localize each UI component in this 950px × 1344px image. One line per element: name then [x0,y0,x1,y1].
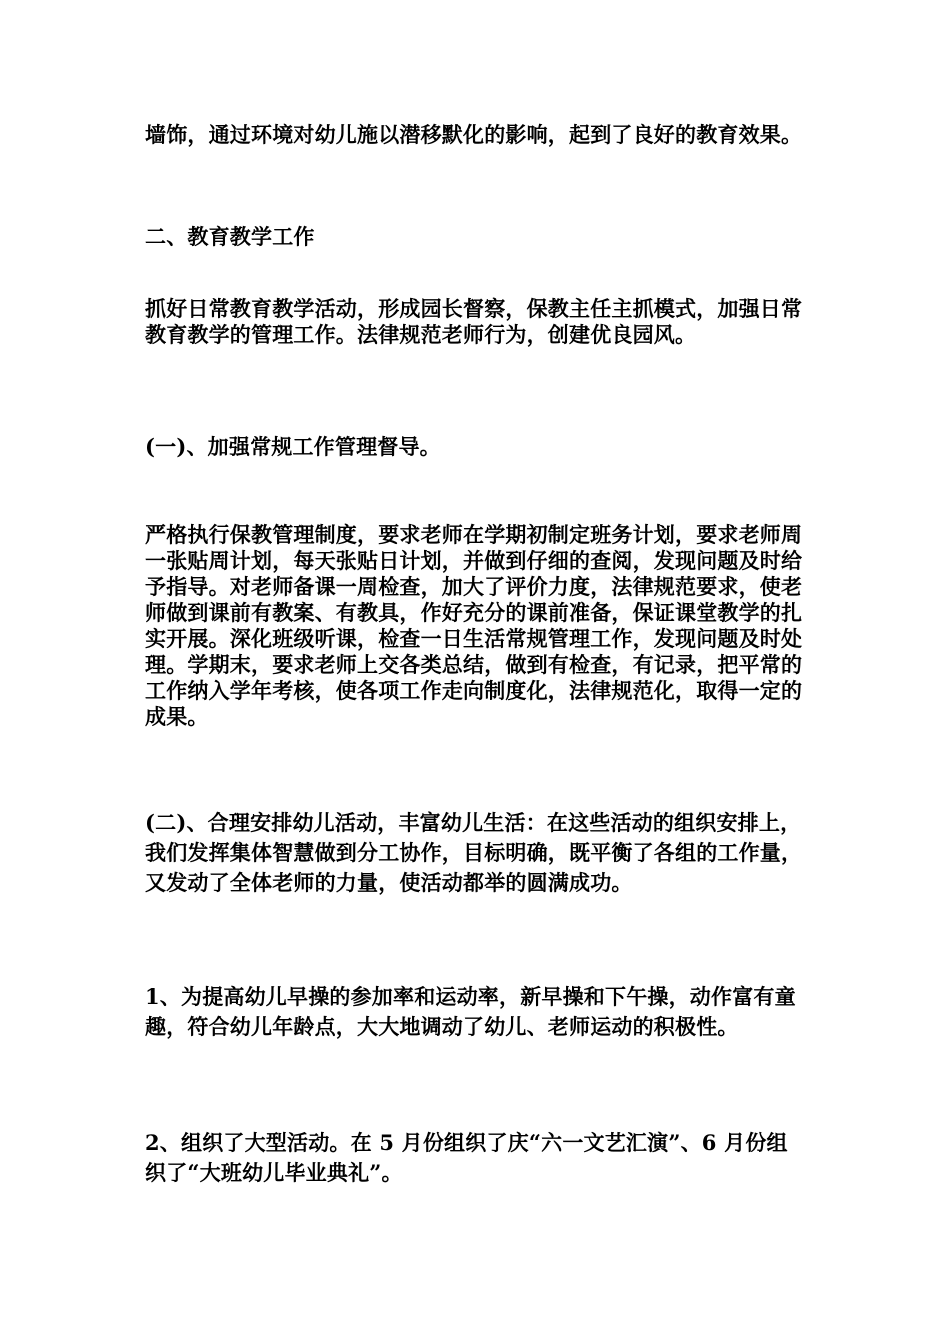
section-heading-teaching: 二、教育教学工作 [145,224,315,249]
list-item-large-events: 2、组织了大型活动。在 5 月份组织了庆“六一文艺汇演”、6 月份组织了“大班幼儿毕业典礼”。 [145,1130,788,1185]
list-item-morning-exercise: 1、为提高幼儿早操的参加率和运动率，新早操和下午操，动作富有童趣，符合幼儿年龄点，大大地调动了幼儿、老师运动的积极性。 [145,984,796,1039]
paragraph-daily-teaching: 抓好日常教育教学活动，形成园长督察，保教主任主抓模式，加强日常教育教学的管理工作。法律规范老师行为，创建优良园风。 [145,296,803,347]
paragraph-wall-decoration: 墙饰，通过环境对幼儿施以潜移默化的影响，起到了良好的教育效果。 [145,122,803,147]
subheading-routine-management: (一)、加强常规工作管理督导。 [145,434,441,459]
subheading-activities: (二)、合理安排幼儿活动，丰富幼儿生活：在这些活动的组织安排上，我们发挥集体智慧做到分工协作，目标明确，既平衡了各组的工作量，又发动了全体老师的力量，使活动都举的圆满成功。 [145,810,803,895]
paragraph-management-system: 严格执行保教管理制度，要求老师在学期初制定班务计划，要求老师周一张贴周计划，每天张贴日计划，并做到仔细的查阅，发现问题及时给予指导。对老师备课一周检查，加大了评价力度，法律规范要求，使老师做到课前有教案、有教具，作好充分的课前准备，保证课堂教学的扎实开展。深化班级听课，检查一日生活常规管理工作，发现问题及时处理。学期末，要求老师上交各类总结，做到有检查，有记录，把平常的工作纳入学年考核，使各项工作走向制度化，法律规范化，取得一定的成果。 [145,522,803,729]
